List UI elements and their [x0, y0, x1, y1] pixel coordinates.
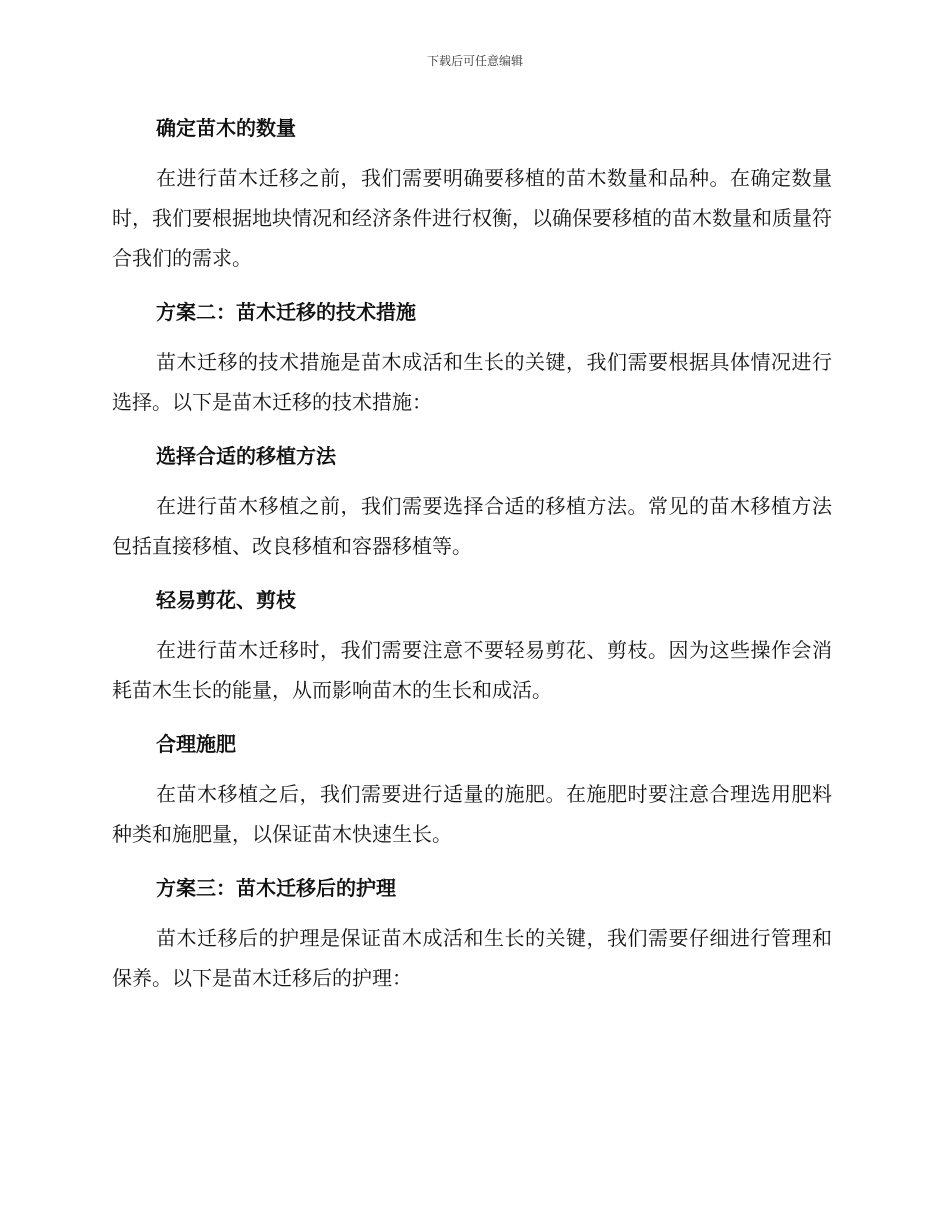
- section-heading-pruning: 轻易剪花、剪枝: [156, 588, 296, 612]
- section-paragraph-method: 在进行苗木移植之前，我们需要选择合适的移植方法。常见的苗木移植方法包括直接移植、改良移植和容器移植等。: [112, 494, 832, 558]
- section-paragraph-pruning: 在进行苗木迁移时，我们需要注意不要轻易剪花、剪枝。因为这些操作会消耗苗木生长的能量，从而影响苗木的生长和成活。: [112, 638, 832, 702]
- section-paragraph-plan-three: 苗木迁移后的护理是保证苗木成活和生长的关键，我们需要仔细进行管理和保养。以下是苗木迁移后的护理：: [112, 926, 832, 990]
- section-paragraph-quantity: 在进行苗木迁移之前，我们需要明确要移植的苗木数量和品种。在确定数量时，我们要根据地块情况和经济条件进行权衡，以确保要移植的苗木数量和质量符合我们的需求。: [112, 166, 832, 270]
- page-header: 下载后可任意编辑: [426, 54, 523, 68]
- document-body: [112, 108, 832, 1012]
- section-paragraph-plan-two: 苗木迁移的技术措施是苗木成活和生长的关键，我们需要根据具体情况进行选择。以下是苗木迁移的技术措施：: [112, 350, 832, 414]
- section-heading-method: 选择合适的移植方法: [156, 444, 336, 468]
- section-heading-plan-two: 方案二：苗木迁移的技术措施: [156, 300, 416, 324]
- section-heading-plan-three: 方案三：苗木迁移后的护理: [156, 876, 396, 900]
- section-heading-fertilizing: 合理施肥: [156, 732, 236, 756]
- section-heading-quantity: 确定苗木的数量: [156, 116, 296, 140]
- section-paragraph-fertilizing: 在苗木移植之后，我们需要进行适量的施肥。在施肥时要注意合理选用肥料种类和施肥量，以保证苗木快速生长。: [112, 782, 832, 846]
